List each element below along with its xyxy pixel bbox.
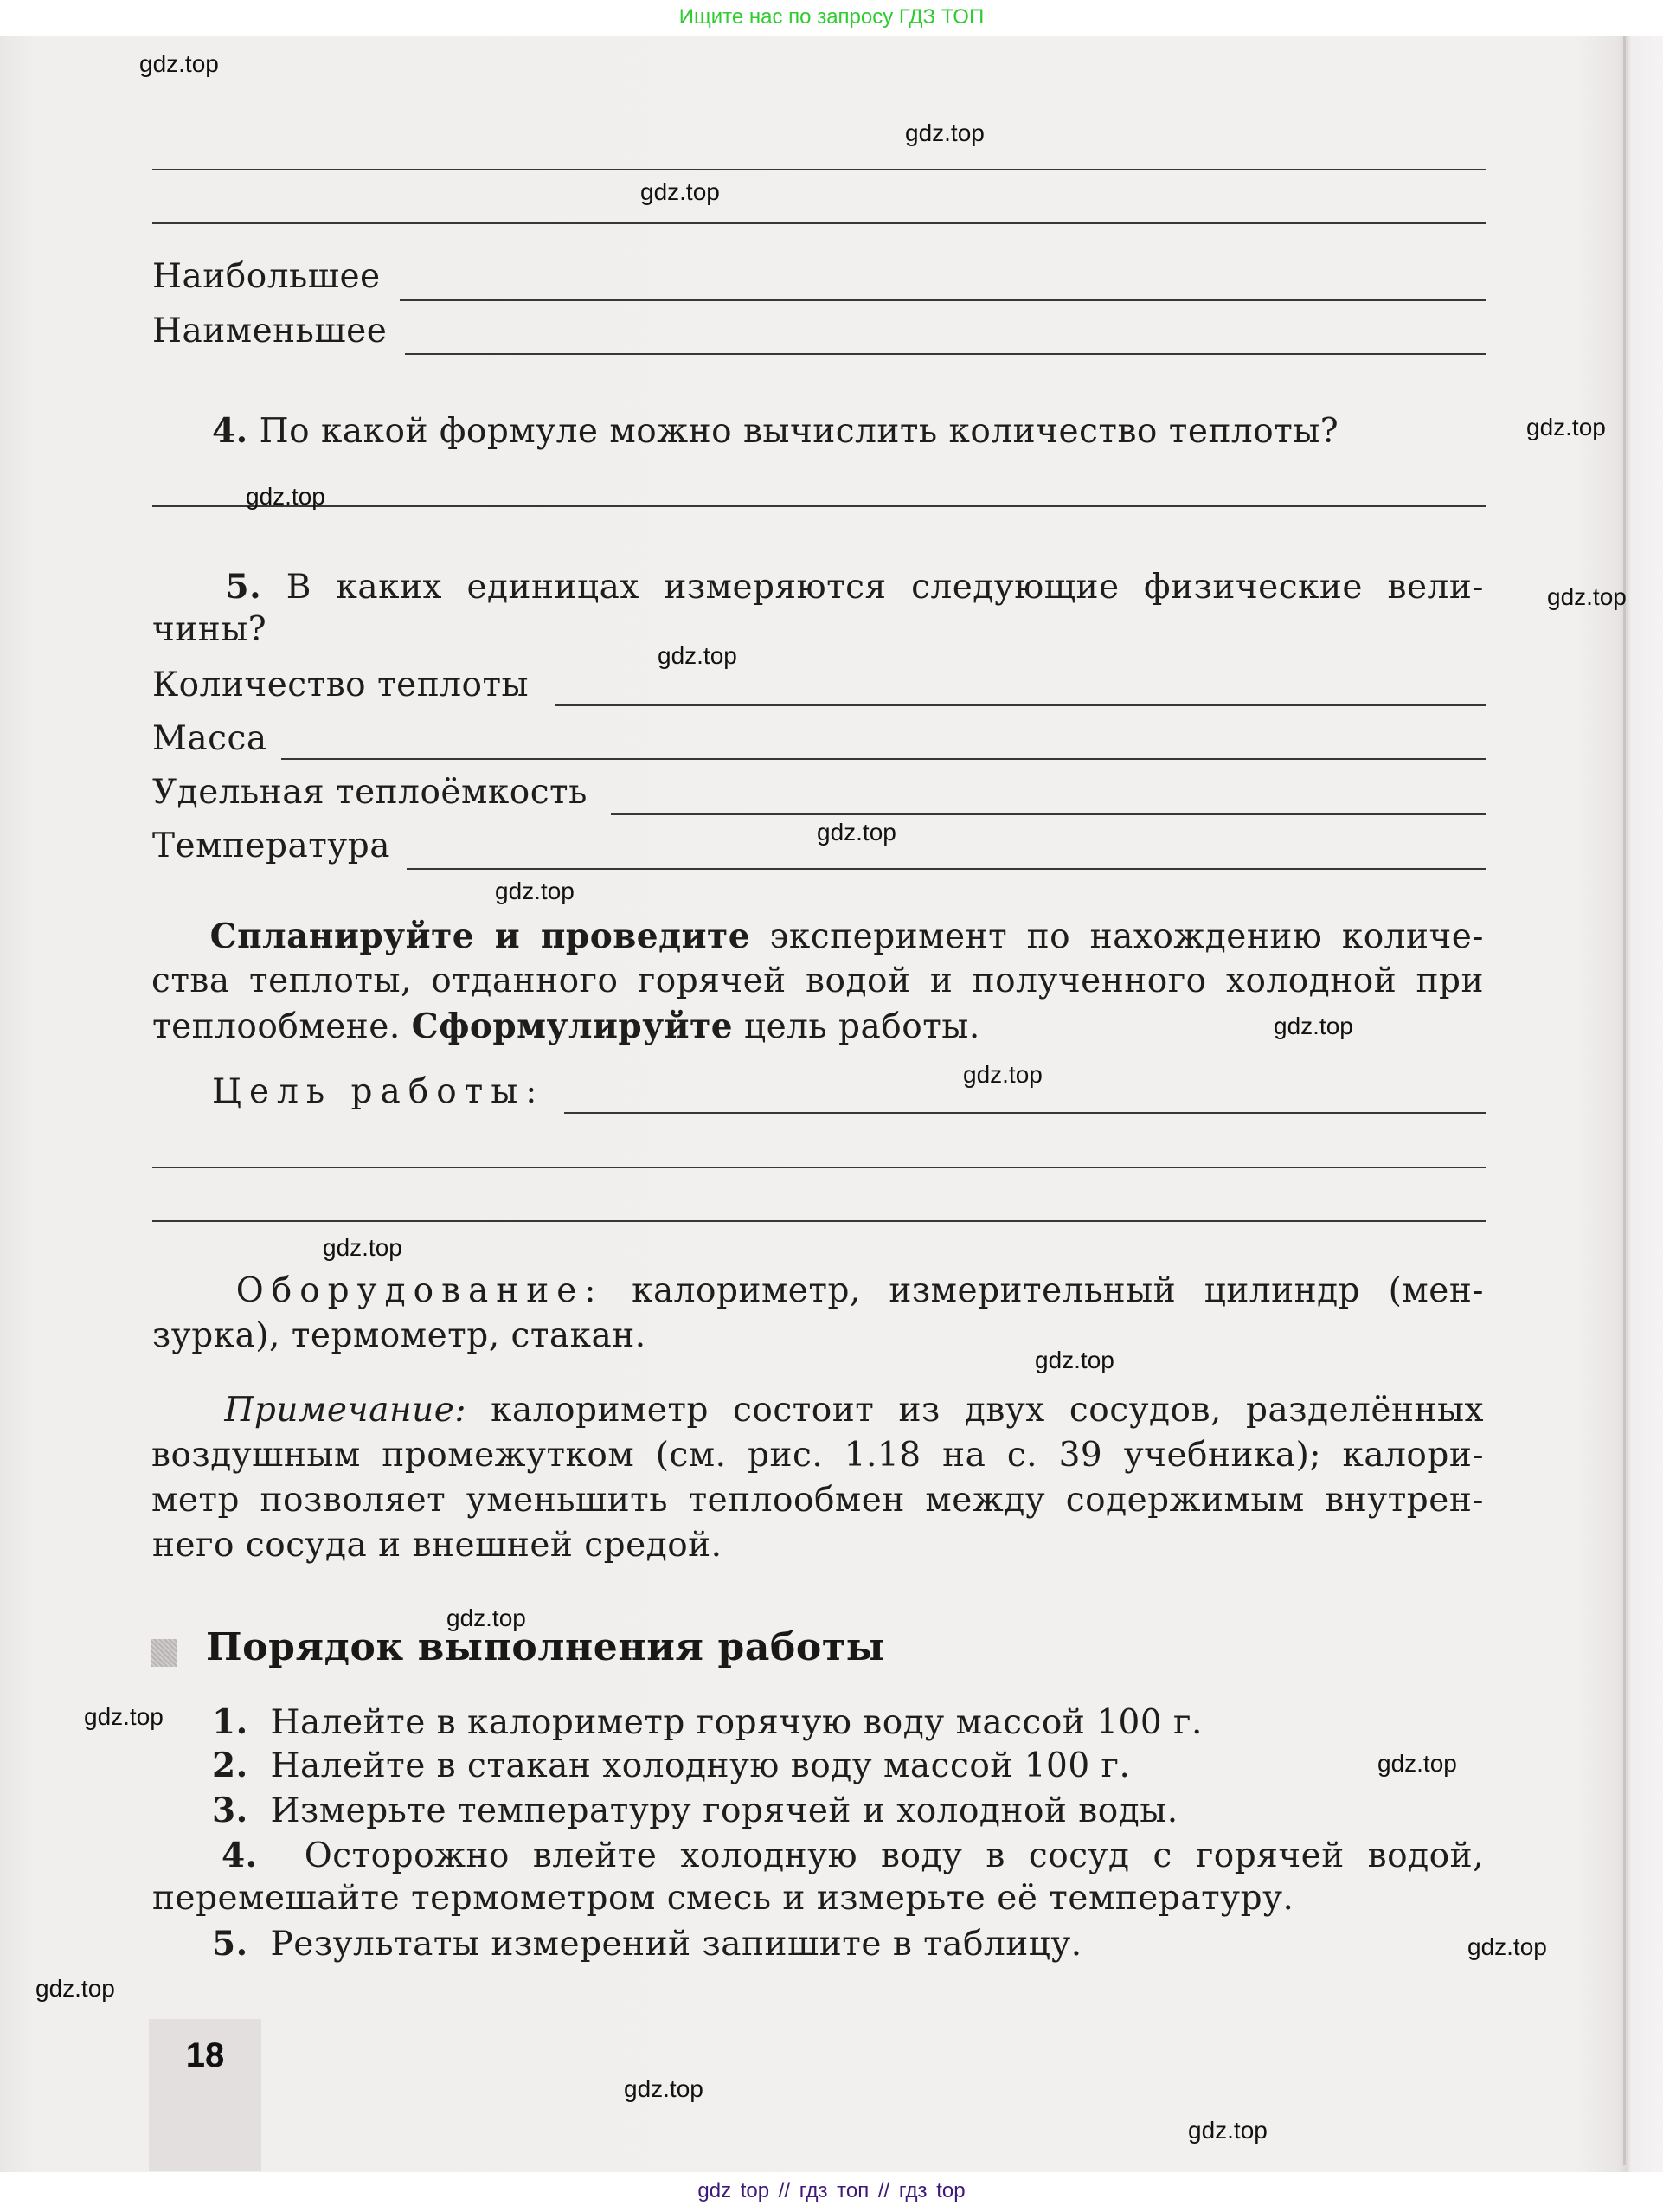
goal-answer-line[interactable] [152, 1167, 1486, 1168]
top-banner: Ищите нас по запросу ГДЗ ТОП [678, 5, 985, 29]
page-number: 18 [185, 2036, 225, 2074]
unit-label-heat: Количество теплоты [152, 666, 530, 704]
formula-answer-line[interactable] [152, 505, 1486, 507]
procedure-step-1: 1. Налейте в калориметр горячую воду массой 100 г. [212, 1702, 1203, 1742]
watermark: gdz.top [139, 50, 219, 77]
procedure-step-4-continuation: перемешайте термометром смесь и измерьте её температуру. [152, 1879, 1294, 1918]
goal-answer-line[interactable] [152, 1220, 1486, 1222]
unit-answer-line-heat[interactable] [555, 704, 1486, 706]
question-4 [212, 408, 1339, 454]
equipment-line-1: Оборудование: калориметр, измерительный цилиндр (мен- [235, 1271, 1484, 1310]
watermark: gdz.top [84, 1703, 164, 1730]
watermark: gdz.top [640, 178, 720, 205]
procedure-step-4: 4. Осторожно влейте холодную воду в сосуд с горячей водой, [222, 1836, 1485, 1875]
question-5-line-1: 5. В каких единицах измеряются следующие физические вели- [225, 567, 1484, 607]
question-5-line-2: чины? [152, 610, 267, 649]
procedure-step-3: 3. Измерьте температуру горячей и холодной воды. [212, 1791, 1178, 1830]
task-line-1: Спланируйте и проведите эксперимент по нахождению количе- [209, 916, 1484, 956]
page-number-box [149, 2019, 261, 2171]
watermark: gdz.top [1377, 1750, 1457, 1777]
section-marker-icon [151, 1639, 177, 1667]
smallest-answer-line[interactable] [405, 353, 1486, 355]
watermark: gdz.top [963, 1061, 1043, 1088]
procedure-step-2: 2. Налейте в стакан холодную воду массой 100 г. [212, 1746, 1131, 1785]
task-line-3: теплообмене. Сформулируйте цель работы. [152, 1006, 980, 1046]
watermark: gdz.top [323, 1234, 402, 1261]
watermark: gdz.top [905, 119, 985, 146]
unit-answer-line-temperature[interactable] [407, 868, 1486, 870]
unit-answer-line-mass[interactable] [281, 758, 1486, 760]
smallest-label: Наименьшее [152, 312, 388, 350]
watermark: gdz.top [446, 1604, 526, 1631]
watermark: gdz.top [35, 1975, 115, 2002]
unit-label-mass: Масса [152, 719, 267, 758]
unit-answer-line-specific-heat[interactable] [611, 813, 1486, 815]
largest-label: Наибольшее [152, 257, 381, 296]
note-line-4: него сосуда и внешней средой. [152, 1526, 722, 1565]
procedure-heading: Порядок выполнения работы [206, 1625, 885, 1669]
watermark: gdz.top [1274, 1013, 1353, 1039]
procedure-step-5: 5. Результаты измерений запишите в таблицу. [212, 1924, 1082, 1964]
goal-answer-line[interactable] [564, 1112, 1486, 1114]
question-4-number: 4. [212, 411, 248, 451]
unit-label-specific-heat: Удельная теплоёмкость [152, 773, 588, 812]
bottom-banner: gdz top // гдз топ // гдз top [697, 2179, 966, 2202]
watermark: gdz.top [1547, 583, 1627, 610]
question-4-text: По какой формуле можно вычислить количество теплоты? [259, 412, 1339, 451]
watermark: gdz.top [1526, 414, 1606, 440]
watermark: gdz.top [1035, 1347, 1114, 1373]
watermark: gdz.top [658, 642, 737, 669]
answer-line[interactable] [152, 169, 1486, 170]
watermark: gdz.top [817, 819, 896, 846]
goal-label: Цель работы: [212, 1072, 545, 1111]
unit-label-temperature: Температура [152, 826, 390, 865]
watermark: gdz.top [1467, 1933, 1547, 1960]
note-line-2: воздушным промежутком (см. рис. 1.18 на с. 39 учебника); калори- [151, 1436, 1484, 1475]
answer-line[interactable] [152, 222, 1486, 224]
watermark: gdz.top [624, 2075, 703, 2102]
equipment-line-2: зурка), термометр, стакан. [152, 1316, 646, 1355]
watermark: gdz.top [1188, 2117, 1268, 2144]
watermark: gdz.top [495, 878, 575, 904]
watermark: gdz.top [246, 483, 325, 510]
note-line-3: метр позволяет уменьшить теплообмен между содержимым внутрен- [151, 1481, 1484, 1520]
note-line-1: Примечание: калориметр состоит из двух сосудов, разделённых [224, 1391, 1484, 1430]
page-binding-edge [1623, 36, 1626, 2165]
largest-answer-line[interactable] [400, 299, 1486, 301]
task-line-2: ства теплоты, отданного горячей водой и полученного холодной при [151, 961, 1484, 1000]
